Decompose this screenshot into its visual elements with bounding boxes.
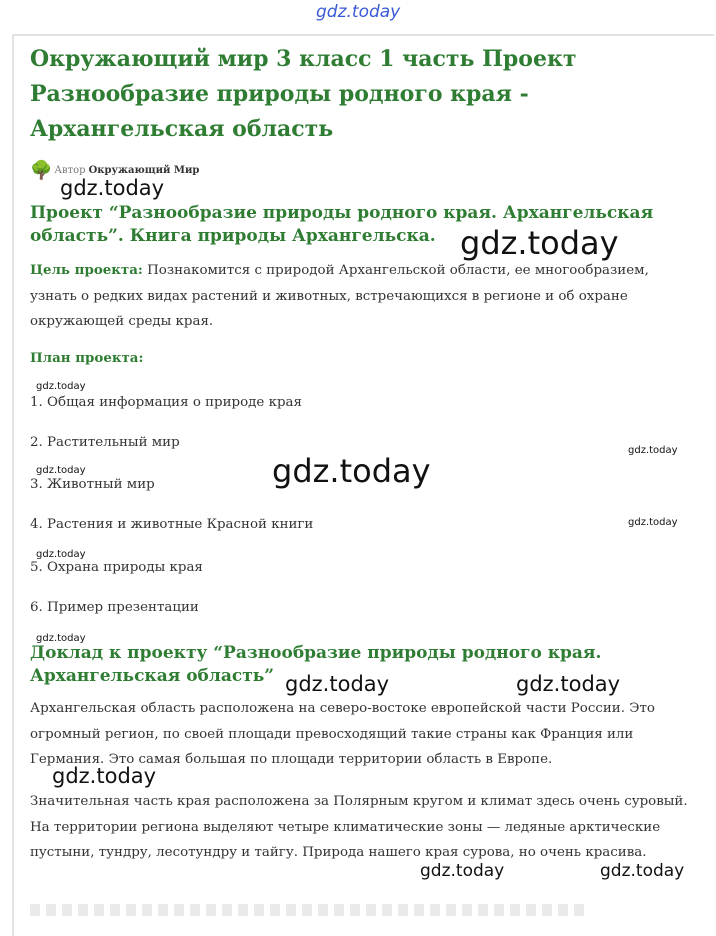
page-title: Окружающий мир 3 класс 1 часть Проект Разнообразие природы родного края - Архангельская область [30, 46, 577, 142]
plan-item: 2. Растительный мир [30, 435, 180, 450]
goal-text: Познакомится с природой Архангельской области, ее многообразием, узнать о редких видах растений и животных, встречающихся в регионе и об охране окружающей среды края. [30, 263, 649, 329]
author-name[interactable]: Окружающий Мир [88, 165, 200, 176]
plan-item: 6. Пример презентации [30, 600, 199, 615]
watermark: gdz.today [628, 517, 678, 528]
goal-label: Цель проекта: [30, 262, 143, 278]
plan-label: План проекта: [30, 350, 144, 366]
watermark: gdz.today [420, 861, 505, 881]
watermark: gdz.today [36, 633, 86, 644]
report-paragraph: Архангельская область расположена на северо-востоке европейской части России. Это огромный регион, по своей площади превосходящий такие страны как Франция или Германия. Это самая большая по площади территории область в Европе. [30, 701, 655, 767]
watermark: gdz.today [36, 549, 86, 560]
report-heading: Доклад к проекту “Разнообразие природы родного края. Архангельская область” [30, 643, 602, 686]
plan-item: 4. Растения и животные Красной книги [30, 517, 314, 532]
watermark: gdz.today [628, 445, 678, 456]
cut-off-text-line [30, 904, 590, 916]
site-watermark-top: gdz.today [316, 2, 401, 22]
watermark: gdz.today [600, 861, 685, 881]
watermark: gdz.today [460, 224, 619, 262]
watermark: gdz.today [52, 764, 157, 788]
tree-icon: 🌳 [30, 160, 53, 181]
watermark: gdz.today [272, 452, 431, 490]
report-paragraph: Значительная часть края расположена за Полярным кругом и климат здесь очень суровый. На территории региона выделяют четыре климатические зоны — ледяные арктические пустыни, тундру, лесотундру и тайгу. Природа нашего края сурова, но очень красива. [30, 794, 688, 860]
watermark: gdz.today [516, 672, 621, 696]
watermark: gdz.today [36, 465, 86, 476]
watermark: gdz.today [60, 176, 165, 200]
project-heading: Проект “Разнообразие природы родного края. Архангельская область”. Книга природы Архангельска. [30, 203, 654, 246]
watermark: gdz.today [285, 672, 390, 696]
watermark: gdz.today [36, 381, 86, 392]
plan-item: 5. Охрана природы края [30, 560, 203, 575]
author-prefix: Автор [54, 165, 86, 176]
plan-item: 1. Общая информация о природе края [30, 395, 302, 410]
goal-paragraph [30, 258, 690, 335]
plan-item: 3. Животный мир [30, 477, 155, 492]
